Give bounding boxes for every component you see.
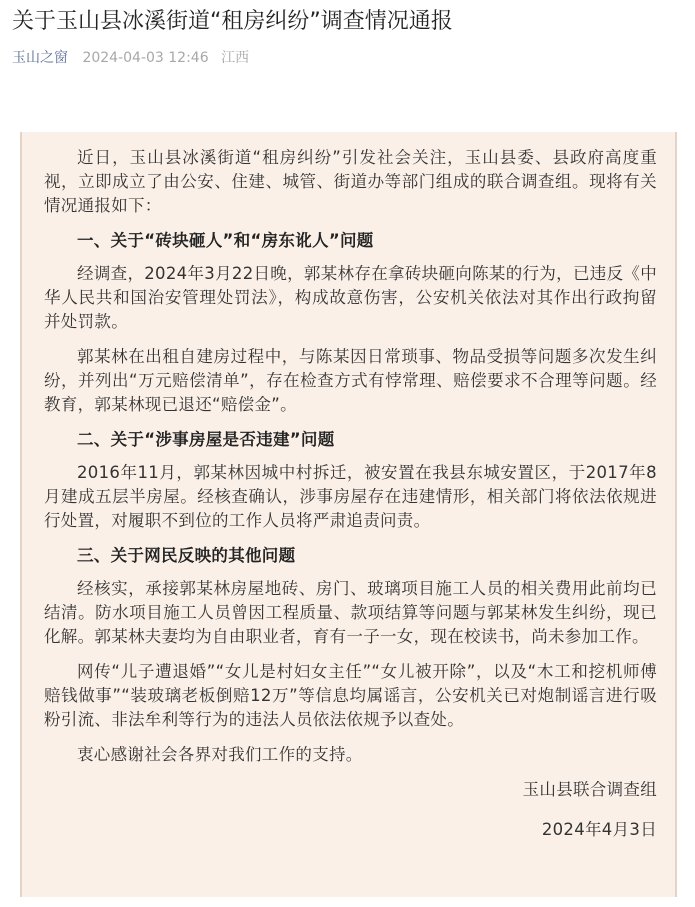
notice-body [20, 132, 677, 897]
article-title: 关于玉山县冰溪街道“租房纠纷”调查情况通报 [12, 9, 453, 34]
section-2-paragraph-1: 2016年11月，郭某林因城中村拆迁，被安置在我县东城安置区，于2017年8月建成五层半房屋。经核查确认，涉事房屋存在违建情形，相关部门将依法依规进行处置，对履职不到位的工作人员将严肃追责问责。 [44, 463, 657, 530]
thanks-paragraph: 衷心感谢社会各界对我们工作的支持。 [77, 745, 363, 764]
section-1-heading: 一、关于“砖块砸人”和“房东讹人”问题 [77, 231, 374, 250]
intro-paragraph: 近日，玉山县冰溪街道“租房纠纷”引发社会关注，玉山县委、县政府高度重视，立即成立了由公安、住建、城管、街道办等部门组成的联合调查组。现将有关情况通报如下： [44, 148, 657, 215]
issuer-signature: 玉山县联合调查组 [522, 780, 657, 799]
section-1-paragraph-1: 经调查，2024年3月22日晚，郭某林存在拿砖块砸向陈某的行为，已违反《中华人民共和国治安管理处罚法》，构成故意伤害，公安机关依法对其作出行政拘留并处罚款。 [44, 264, 657, 331]
section-3-heading: 三、关于网民反映的其他问题 [77, 546, 296, 565]
account-name-link[interactable]: 玉山之窗 [12, 50, 68, 66]
section-1-paragraph-2: 郭某林在出租自建房过程中，与陈某因日常琐事、物品受损等问题多次发生纠纷，并列出“万元赔偿清单”，存在检查方式有悖常理、赔偿要求不合理等问题。经教育，郭某林现已退还“赔偿金”。 [44, 347, 657, 414]
issue-date: 2024年4月3日 [541, 820, 657, 839]
ip-region: 江西 [221, 50, 250, 66]
section-3-paragraph-2: 网传“儿子遭退婚”“女儿是村妇女主任”“女儿被开除”，以及“木工和挖机师傅赔钱做事”“装玻璃老板倒赔12万”等信息均属谣言，公安机关已对炮制谣言进行吸粉引流、非法牟利等行为的违法人员依法依规予以查处。 [44, 662, 657, 729]
publish-time: 2024-04-03 12:46 [82, 50, 209, 66]
article-meta [12, 48, 257, 68]
section-3-paragraph-1: 经核实，承接郭某林房屋地砖、房门、玻璃项目施工人员的相关费用此前均已结清。防水项目施工人员曾因工程质量、款项结算等问题与郭某林发生纠纷，现已化解。郭某林夫妻均为自由职业者，育有一子一女，现在校读书，尚未参加工作。 [44, 579, 657, 646]
section-2-heading: 二、关于“涉事房屋是否违建”问题 [77, 430, 335, 449]
